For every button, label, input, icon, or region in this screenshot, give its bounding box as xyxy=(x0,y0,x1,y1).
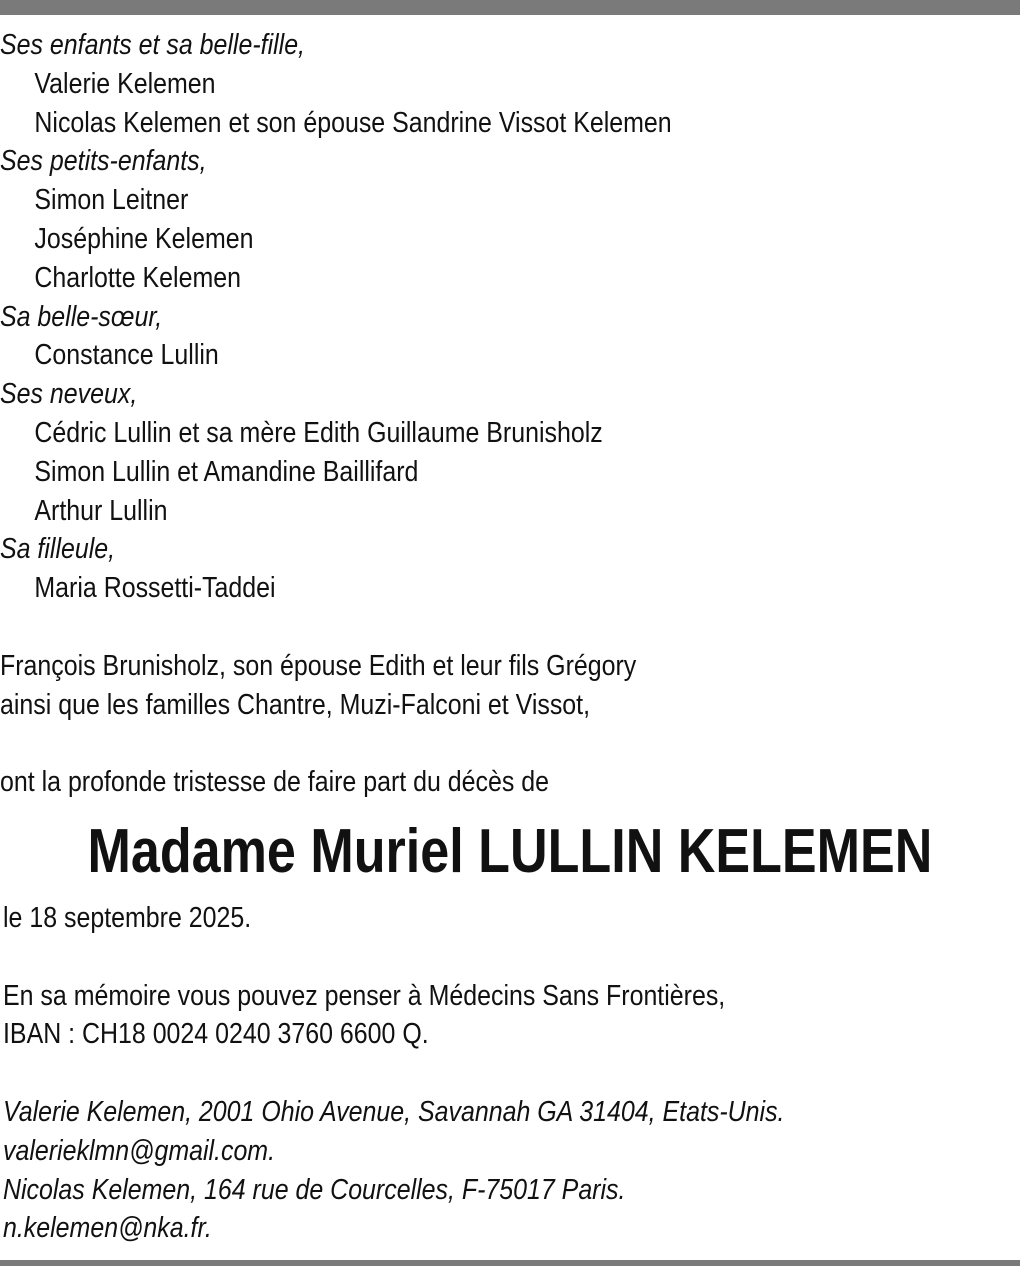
contact-email: valerieklmn@gmail.com. xyxy=(3,1134,276,1167)
announcement-text: ont la profonde tristesse de faire part du décès de xyxy=(0,766,550,799)
spacer xyxy=(3,938,1020,977)
deceased-name xyxy=(0,812,1020,892)
family-member: Nicolas Kelemen et son épouse Sandrine Vissot Kelemen xyxy=(34,106,672,139)
family-member: Maria Rossetti-Taddei xyxy=(34,572,276,605)
family-member: Valerie Kelemen xyxy=(34,67,216,100)
contact-address: Valerie Kelemen, 2001 Ohio Avenue, Savannah GA 31404, Etats-Unis. xyxy=(3,1095,785,1128)
spacer xyxy=(0,608,1020,647)
section-heading-grandchildren: Ses petits-enfants, xyxy=(0,145,207,178)
other-family-line: François Brunisholz, son épouse Edith et leur fils Grégory xyxy=(0,649,637,682)
spacer xyxy=(3,1054,1020,1093)
family-member: Arthur Lullin xyxy=(34,494,168,527)
iban-line: IBAN : CH18 0024 0240 3760 6600 Q. xyxy=(3,1018,429,1051)
family-member: Joséphine Kelemen xyxy=(34,222,254,255)
family-list xyxy=(0,26,1020,802)
top-rule xyxy=(0,0,1020,15)
death-date: le 18 septembre 2025. xyxy=(3,902,252,934)
donation-line: En sa mémoire vous pouvez penser à Médecins Sans Frontières, xyxy=(3,979,726,1012)
contact-email: n.kelemen@nka.fr. xyxy=(3,1212,212,1245)
section-heading-sister-in-law: Sa belle-sœur, xyxy=(0,300,163,333)
section-heading-nephews: Ses neveux, xyxy=(0,378,138,411)
deceased-name-text: Madame Muriel LULLIN KELEMEN xyxy=(87,817,933,886)
other-family-line: ainsi que les familles Chantre, Muzi-Falconi et Vissot, xyxy=(0,688,591,721)
family-member: Charlotte Kelemen xyxy=(34,261,241,294)
bottom-rule xyxy=(0,1260,1020,1266)
family-member: Cédric Lullin et sa mère Edith Guillaume Brunisholz xyxy=(34,416,603,449)
family-member: Constance Lullin xyxy=(34,339,219,372)
family-member: Simon Leitner xyxy=(34,184,189,217)
contact-address: Nicolas Kelemen, 164 rue de Courcelles, F-75017 Paris. xyxy=(3,1173,626,1206)
section-heading-goddaughter: Sa filleule, xyxy=(0,533,116,566)
family-member: Simon Lullin et Amandine Baillifard xyxy=(34,455,419,488)
spacer xyxy=(0,724,1020,763)
details-block xyxy=(3,899,1020,1248)
section-heading-children: Ses enfants et sa belle-fille, xyxy=(0,29,306,61)
